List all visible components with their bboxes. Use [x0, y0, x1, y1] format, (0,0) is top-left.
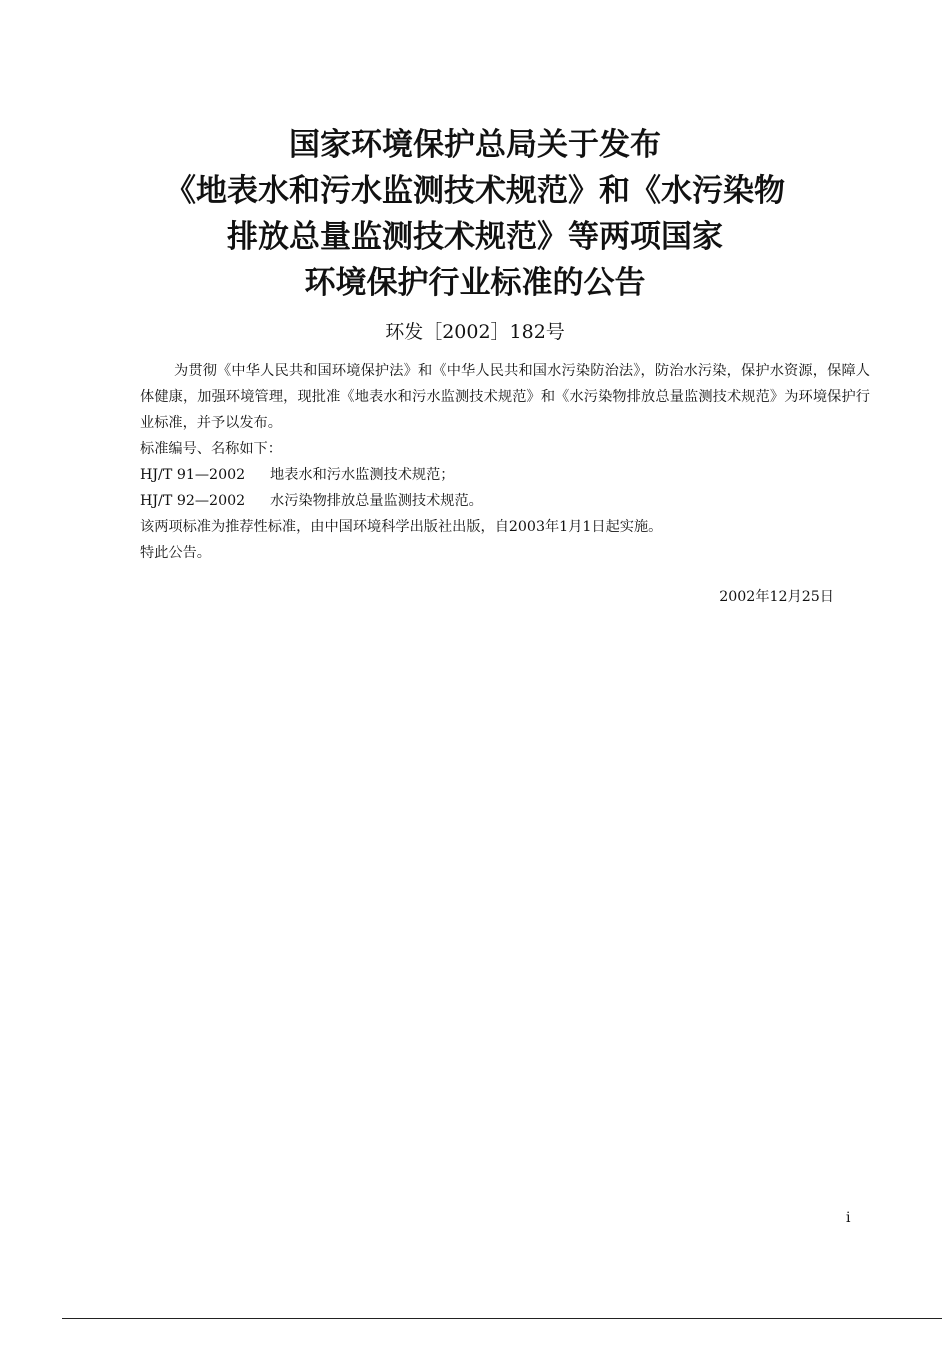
- document-number: 环发［2002］182号: [385, 321, 565, 343]
- standard-name: 水污染物排放总量监测技术规范。: [270, 493, 483, 509]
- standard-code: HJ/T 91—2002: [140, 467, 246, 483]
- title-line-1: 国家环境保护总局关于发布: [289, 127, 661, 163]
- title-line-2: 《地表水和污水监测技术规范》和《水污染物: [165, 173, 785, 209]
- page-title: [120, 122, 830, 306]
- page-number: i: [846, 1210, 851, 1226]
- implementation-note: 该两项标准为推荐性标准，由中国环境科学出版社出版，自2003年1月1日起实施。: [140, 519, 663, 535]
- title-line-3: 排放总量监测技术规范》等两项国家: [227, 219, 723, 255]
- title-line-4: 环境保护行业标准的公告: [304, 265, 646, 301]
- standard-name: 地表水和污水监测技术规范；: [270, 467, 455, 483]
- standard-item-2: [140, 488, 870, 514]
- list-intro: 标准编号、名称如下：: [140, 441, 282, 457]
- closing-statement: 特此公告。: [140, 545, 211, 561]
- standard-code: HJ/T 92—2002: [140, 493, 246, 509]
- intro-paragraph: 为贯彻《中华人民共和国环境保护法》和《中华人民共和国水污染防治法》，防治水污染，保护水资源，保障人体健康，加强环境管理，现批准《地表水和污水监测技术规范》和《水污染物排放总量监测技术规范》为环境保护行业标准，并予以发布。: [140, 363, 870, 431]
- issue-date: 2002年12月25日: [719, 589, 834, 605]
- bottom-divider: [62, 1318, 942, 1319]
- standard-item-1: [140, 462, 870, 488]
- announcement-body: [140, 358, 870, 566]
